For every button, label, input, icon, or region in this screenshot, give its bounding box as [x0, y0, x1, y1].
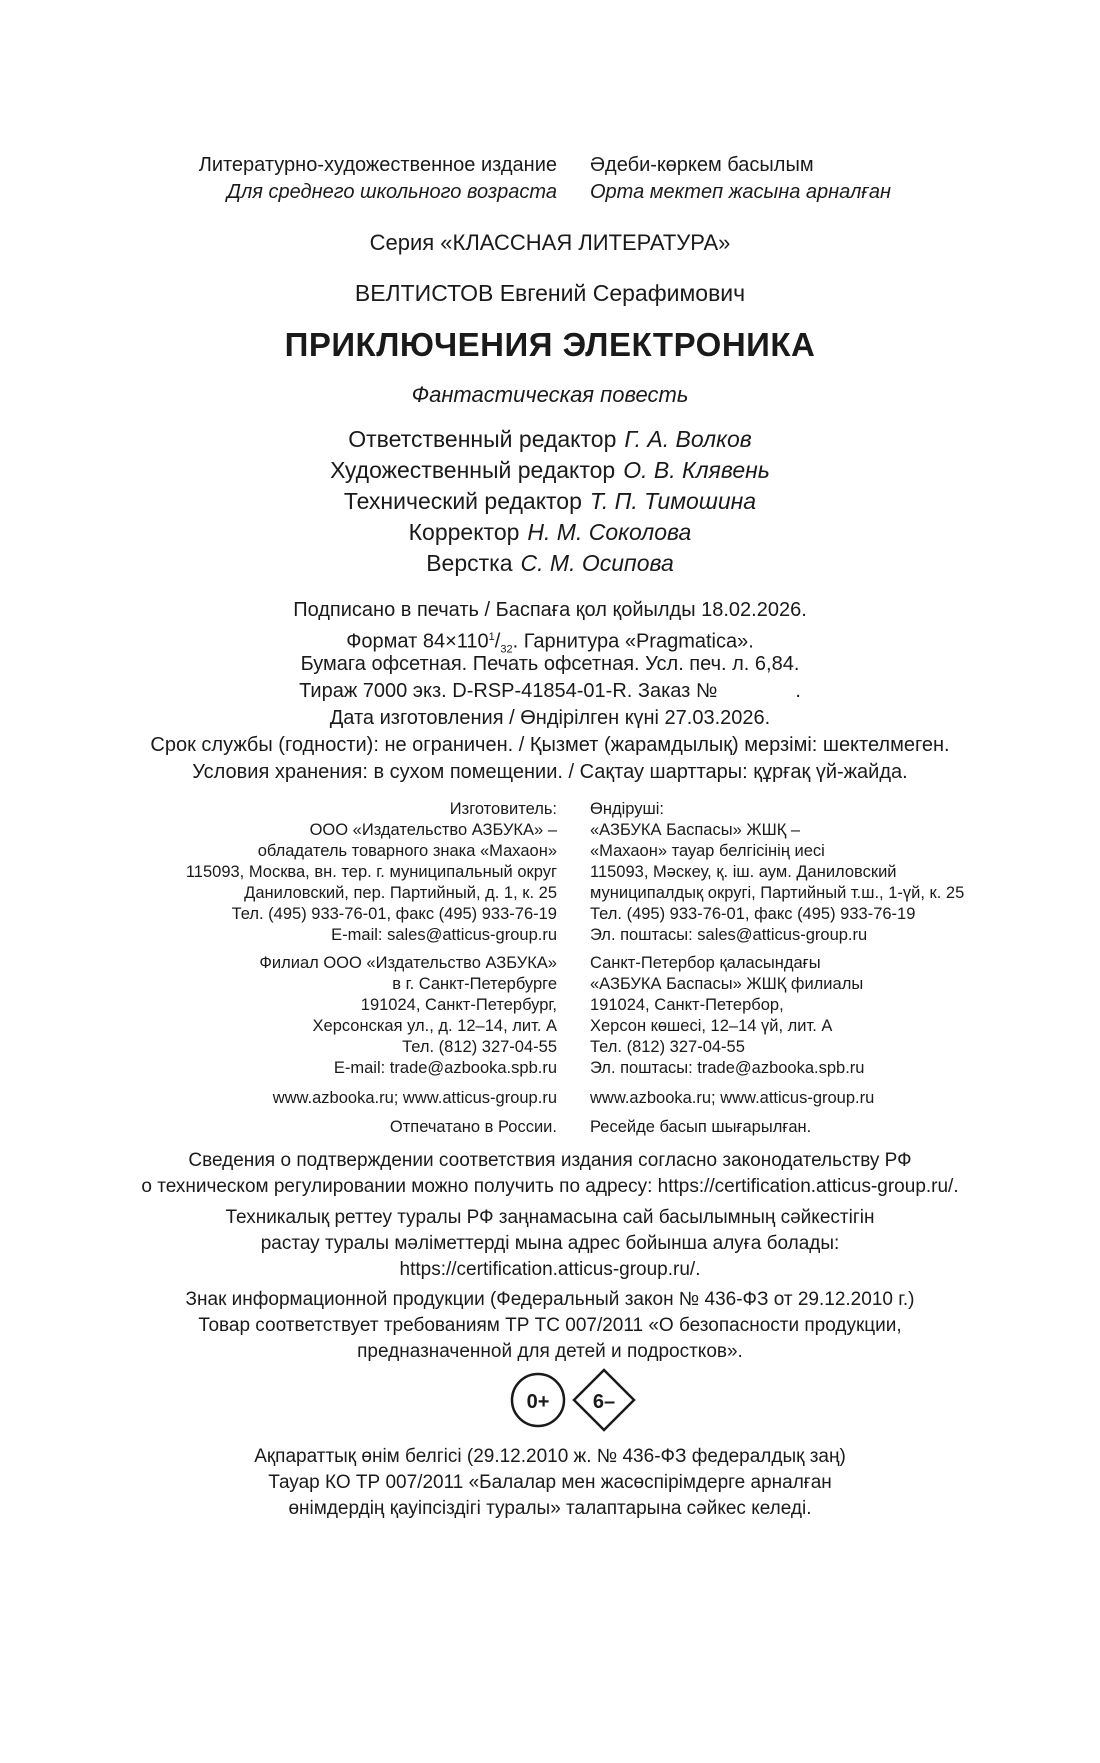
credit-technical-editor	[0, 486, 1100, 517]
certification-line: Сведения о подтверждении соответствия издания согласно законодательству РФ	[188, 1150, 912, 1171]
website-kz: www.azbooka.ru; www.atticus-group.ru	[590, 1089, 875, 1107]
manufacturer-name: «АЗБУКА Баспасы» ЖШҚ –	[590, 821, 801, 839]
manufacture-date: Дата изготовления / Өндірілген күні 27.03.2026.	[329, 707, 771, 729]
credit-role: Художественный редактор	[330, 457, 616, 483]
series-line: Серия «КЛАССНАЯ ЛИТЕРАТУРА»	[369, 230, 731, 255]
paper-line: Бумага офсетная. Печать офсетная. Усл. печ. л. 6,84.	[300, 653, 800, 675]
age-rating-badges	[510, 1368, 640, 1432]
author-line: ВЕЛТИСТОВ Евгений Серафимович	[354, 280, 746, 306]
manufacturer-address: 115093, Мәскеу, қ. іш. аум. Даниловский	[590, 863, 897, 881]
branch-city: «АЗБУКА Баспасы» ЖШҚ филиалы	[590, 975, 864, 993]
book-subtitle: Фантастическая повесть	[411, 382, 689, 407]
manufacturer-phone: Тел. (495) 933-76-01, факс (495) 933-76-19	[231, 905, 557, 923]
edition-type-kz: Әдеби-көркем басылым	[590, 154, 814, 176]
age-group-ru: Для среднего школьного возраста	[226, 181, 557, 203]
branch-address: Херсон көшесі, 12–14 үй, лит. А	[590, 1017, 833, 1035]
manufacturer-label: Изготовитель:	[449, 800, 557, 818]
diamond-badge-label: 6–	[592, 1391, 616, 1413]
circle-badge-label: 0+	[526, 1391, 550, 1413]
info-sign-line: өнімдердің қауіпсіздігі туралы» талаптарына сәйкес келеді.	[288, 1498, 812, 1519]
info-sign-line: Знак информационной продукции (Федеральный закон № 436-ФЗ от 29.12.2010 г.)	[185, 1289, 915, 1310]
storage-conditions: Условия хранения: в сухом помещении. / Сақтау шарттары: құрғақ үй-жайда.	[192, 761, 908, 783]
info-sign-line: предназначенной для детей и подростков».	[357, 1341, 743, 1362]
header-left	[199, 152, 557, 206]
credit-layout	[0, 548, 1100, 579]
manufacturer-trademark: обладатель товарного знака «Махаон»	[257, 842, 557, 860]
format-denominator: 32	[500, 643, 513, 656]
branch-city: в г. Санкт-Петербурге	[392, 975, 557, 993]
manufacturer-email: E-mail: sales@atticus-group.ru	[331, 926, 557, 944]
format-numerator: 1	[488, 631, 495, 643]
manufacturer-phone: Тел. (495) 933-76-01, факс (495) 933-76-19	[590, 905, 916, 923]
book-title: ПРИКЛЮЧЕНИЯ ЭЛЕКТРОНИКА	[284, 326, 816, 363]
format-prefix: Формат 84×110	[346, 630, 489, 653]
run-text: Тираж 7000 экз. D-RSP-41854-01-R. Заказ №	[299, 680, 718, 702]
credit-responsible-editor	[0, 424, 1100, 455]
credit-art-editor	[0, 455, 1100, 486]
info-sign-kz	[0, 1444, 1100, 1522]
manufacturer-email: Эл. поштасы: sales@atticus-group.ru	[590, 926, 868, 944]
certification-line: о техническом регулировании можно получить по адресу: https://certification.atticus-group.ru/.	[141, 1176, 959, 1197]
credit-role: Верстка	[426, 550, 513, 576]
info-sign-line: Ақпараттық өнім белгісі (29.12.2010 ж. № 436-ФЗ федералдық заң)	[254, 1446, 846, 1467]
credit-proofreader	[0, 517, 1100, 548]
branch-address: 191024, Санкт-Петербор,	[590, 996, 784, 1014]
edition-type-ru: Литературно-художественное издание	[198, 154, 557, 176]
certification-line: Техникалық реттеу туралы РФ заңнамасына сай басылымның сәйкестігін	[225, 1207, 875, 1228]
credit-name: Н. М. Соколова	[527, 519, 692, 545]
branch-phone: Тел. (812) 327-04-55	[590, 1038, 745, 1056]
credit-name: Т. П. Тимошина	[589, 488, 757, 514]
info-sign-line: Тауар КО ТР 007/2011 «Балалар мен жасөспірімдерге арналған	[268, 1472, 832, 1493]
certification-kz	[0, 1205, 1100, 1283]
format-line: Формат $84\times 110^1/_{32}$. Гарнитура «Pragmatica».	[346, 630, 754, 656]
shelf-life: Срок службы (годности): не ограничен. / Қызмет (жарамдылық) мерзімі: шектелмеген.	[150, 734, 950, 756]
manufacturer-address: муниципалдық округі, Партийный т.ш., 1-үй, к. 25	[590, 884, 965, 902]
manufacturer-name: ООО «Издательство АЗБУКА» –	[309, 821, 557, 839]
branch-email: Эл. поштасы: trade@azbooka.spb.ru	[590, 1059, 865, 1077]
signed-date: Подписано в печать / Баспаға қол қойылды 18.02.2026.	[293, 599, 807, 621]
manufacturer-label: Өндіруші:	[590, 800, 664, 818]
branch-kz	[590, 953, 864, 1079]
run-end: .	[795, 680, 801, 702]
age-badges-svg	[510, 1368, 640, 1432]
manufacturer-trademark: «Махаон» тауар белгісінің иесі	[590, 842, 825, 860]
credit-name: О. В. Клявень	[623, 457, 770, 483]
manufacturer-address: Даниловский, пер. Партийный, д. 1, к. 25	[244, 884, 557, 902]
branch-email: E-mail: trade@azbooka.spb.ru	[333, 1059, 557, 1077]
branch-phone: Тел. (812) 327-04-55	[402, 1038, 557, 1056]
branch-name: Санкт-Петербор қаласындағы	[590, 954, 821, 972]
manufacturer-address: 115093, Москва, вн. тер. г. муниципальный округ	[185, 863, 557, 881]
branch-address: Херсонская ул., д. 12–14, лит. А	[312, 1017, 557, 1035]
branch-address: 191024, Санкт-Петербург,	[360, 996, 557, 1014]
info-sign-ru	[0, 1287, 1100, 1365]
manufacturer-ru	[186, 799, 557, 946]
website-ru: www.azbooka.ru; www.atticus-group.ru	[272, 1089, 557, 1107]
branch-ru	[259, 953, 557, 1079]
credit-name: С. М. Осипова	[520, 550, 674, 576]
manufacturer-kz	[590, 799, 964, 946]
credit-name: Г. А. Волков	[624, 426, 752, 452]
credit-role: Корректор	[408, 519, 520, 545]
age-group-kz: Орта мектеп жасына арналған	[590, 181, 892, 203]
printed-in-ru: Отпечатано в России.	[389, 1118, 557, 1136]
branch-name: Филиал ООО «Издательство АЗБУКА»	[259, 954, 557, 972]
credit-role: Ответственный редактор	[348, 426, 617, 452]
printed-in-kz: Ресейде басып шығарылған.	[590, 1118, 812, 1136]
header-right	[590, 152, 891, 206]
info-sign-line: Товар соответствует требованиям ТР ТС 007/2011 «О безопасности продукции,	[198, 1315, 902, 1336]
credit-role: Технический редактор	[343, 488, 582, 514]
certification-line: https://certification.atticus-group.ru/.	[399, 1259, 701, 1280]
certification-line: растау туралы мәліметтерді мына адрес бойынша алуға болады:	[260, 1233, 840, 1254]
run-line	[0, 678, 1100, 705]
format-suffix: . Гарнитура «Pragmatica».	[512, 630, 754, 653]
certification-ru	[0, 1148, 1100, 1200]
